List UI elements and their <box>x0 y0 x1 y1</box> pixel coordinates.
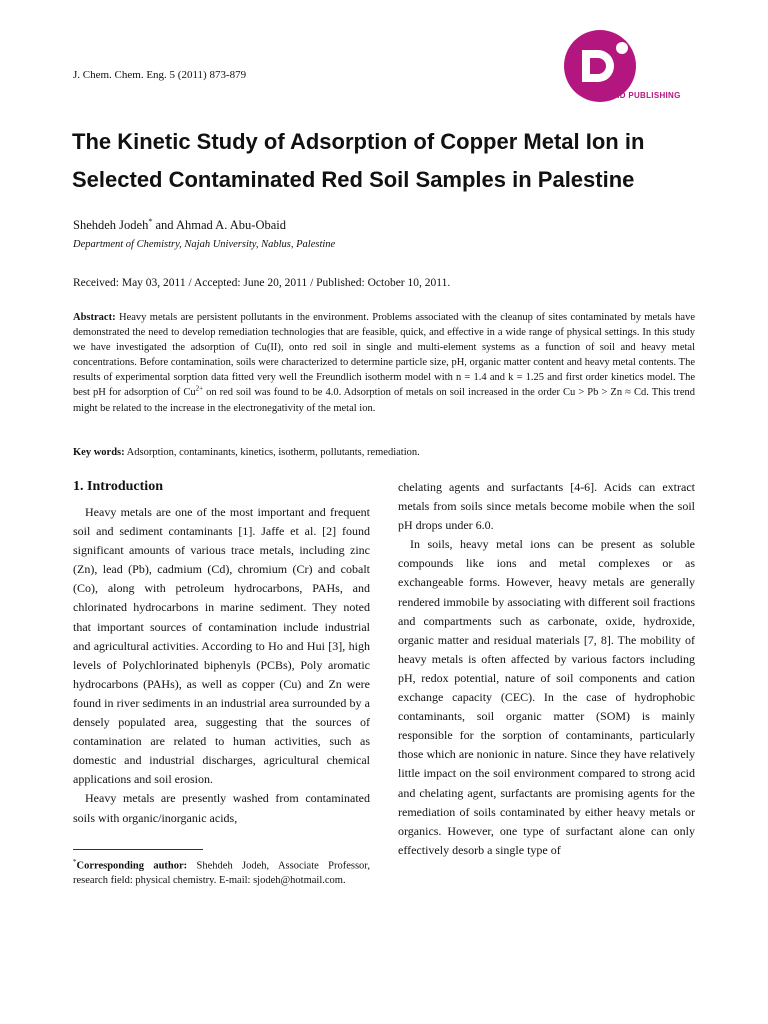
footnote-divider <box>73 849 203 850</box>
paragraph: Heavy metals are presently washed from contaminated soils with organic/inorganic acids, <box>73 791 370 825</box>
footnote-label: Corresponding author: <box>76 860 188 872</box>
other-authors: and Ahmad A. Abu-Obaid <box>152 218 287 233</box>
right-column <box>398 478 695 860</box>
author-line <box>73 217 286 233</box>
first-author: Shehdeh Jodeh <box>73 218 149 233</box>
footnote-mark: * <box>73 858 77 866</box>
paper-title: The Kinetic Study of Adsorption of Copper Metal Ion in Selected Contaminated Red Soil Samples in Palestine <box>72 129 645 192</box>
affiliation: Department of Chemistry, Najah University, Nablus, Palestine <box>73 239 336 250</box>
keywords-label: Key words: <box>73 447 125 458</box>
paragraph: In soils, heavy metal ions can be present as soluble compounds like ions and metal complexes or as exchangeable forms. However, heavy metals are generally rendered immobile by associating with different soil fractions and compartments such as carbonate, oxide, hydroxide, organic matter and residual materials [7, 8]. The mobility of heavy metals is often affected by various factors including pH, redox potential, nature of soil components and cation exchange capacity (CEC). In the case of hydrophobic contaminants, soil organic matter (SOM) is mainly responsible for the sorption of contaminants, particularly those which are nonionic in nature. Since they have relatively little impact on the soil environment compared to strong acid and chelating agent, surfactants are promising agents for the remediation of soils contaminated by either heavy metals or organics. However, one type of surfactant alone can only effectively desorb a single type of <box>398 537 695 857</box>
keywords-text: Adsorption, contaminants, kinetics, isotherm, pollutants, remediation. <box>124 447 420 458</box>
corresponding-mark: * <box>148 217 153 226</box>
paragraph: Heavy metals are one of the most important and frequent soil and sediment contaminants [1]. Jaffe et al. [2] found significant amounts of various trace metals, including zinc (Zn), lead (Pb), cadmium (Cd), chromium (Cr) and cobalt (Co), along with petroleum hydrocarbons, PAHs, and chlorinated hydrocarbons in marine sediment. They noted that important sources of contamination include industrial and agricultural activities. According to Ho and Hui [3], high levels of Polychlorinated biphenyls (PCBs), Poly aromatic hydrocarbons (PAHs), as well as copper (Cu) and Zn were found in river sediments in an industrial area surrounded by a densely populated area, suggesting that the sources of contamination are related to human activities, such as domestic and industrial discharges, agricultural chemical applications and soil erosion. <box>73 505 370 787</box>
paragraph: chelating agents and surfactants [4-6]. Acids can extract metals from soils since metals become mobile when the soil pH drops under 6.0. <box>398 480 695 533</box>
corresponding-author-footnote <box>73 855 370 888</box>
abstract-label: Abstract: <box>73 312 116 323</box>
publisher-logo <box>560 28 700 108</box>
abstract-text-part2: on red soil was found to be 4.0. Adsorption of metals on soil increased in the order Cu > Pb > Zn ≈ Cd. This trend might be related to the increase in the electronegativity of the metal ion. <box>73 387 695 414</box>
publisher-name: DAVID PUBLISHING <box>600 91 681 100</box>
left-column <box>73 503 370 828</box>
publication-dates: Received: May 03, 2011 / Accepted: June 20, 2011 / Published: October 10, 2011. <box>73 277 451 289</box>
abstract-text-part1: Heavy metals are persistent pollutants in the environment. Problems associated with the cleanup of sites contaminated by metals have demonstrated the need to develop remediation technologies that are feasible, quick, and effective in a wide range of physical settings. In this study we have investigated the adsorption of Cu(II), onto red soil in single and multi-element systems as a function of soil and heavy metal concentrations. Before contamination, soils were characterized to determine particle size, pH, organic matter content and heavy metal contents. The results of experimental sorption data fitted very well the Freundlich isotherm model with n = 1.4 and k = 1.25 and first order kinetics model. The best pH for adsorption of Cu <box>73 312 695 399</box>
section-heading-introduction: 1. Introduction <box>73 479 163 494</box>
keywords <box>73 447 420 458</box>
abstract <box>73 310 695 416</box>
abstract-superscript: 2+ <box>195 384 204 393</box>
footnote-text: Shehdeh Jodeh, Associate Professor, research field: physical chemistry. E-mail: sjodeh@hotmail.com. <box>73 860 371 886</box>
journal-reference: J. Chem. Chem. Eng. 5 (2011) 873-879 <box>73 69 247 81</box>
